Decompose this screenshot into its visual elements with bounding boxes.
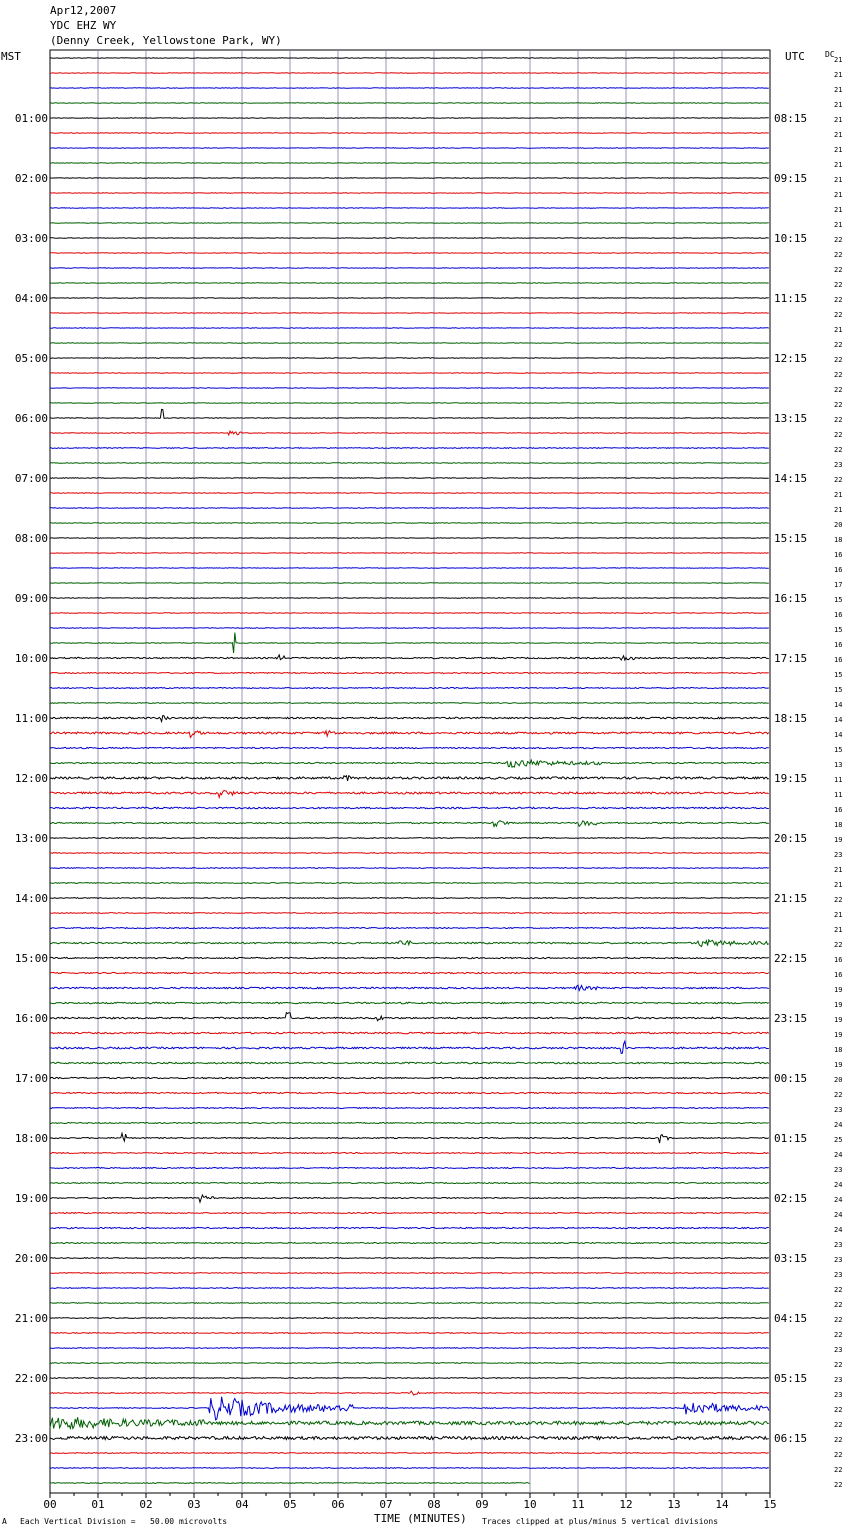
trace-83 bbox=[50, 1303, 769, 1304]
trace-92 bbox=[50, 1437, 769, 1440]
header-station: YDC EHZ WY bbox=[50, 19, 117, 32]
left-hour-label: 09:00 bbox=[14, 592, 48, 605]
dc-offset-label: 18 bbox=[834, 536, 843, 544]
trace-34 bbox=[50, 568, 769, 569]
x-tick-label: 05 bbox=[283, 1498, 297, 1511]
dc-offset-label: 22 bbox=[834, 356, 843, 364]
dc-offset-label: 19 bbox=[834, 1031, 843, 1039]
dc-offset-label: 24 bbox=[834, 1226, 843, 1234]
trace-49 bbox=[50, 791, 769, 798]
dc-offset-label: 21 bbox=[834, 86, 843, 94]
right-hour-label: 10:15 bbox=[774, 232, 808, 245]
left-timezone-label: MST bbox=[1, 50, 21, 63]
x-tick-label: 09 bbox=[475, 1498, 489, 1511]
dc-offset-label: 22 bbox=[834, 311, 843, 319]
trace-42 bbox=[50, 688, 769, 689]
trace-91 bbox=[50, 1417, 769, 1428]
header-location: (Denny Creek, Yellowstone Park, WY) bbox=[50, 34, 282, 47]
left-hour-label: 17:00 bbox=[14, 1072, 48, 1085]
dc-offset-label: 20 bbox=[834, 1076, 843, 1084]
dc-offset-label: 22 bbox=[834, 1421, 843, 1429]
trace-56 bbox=[50, 898, 769, 899]
dc-offset-label: 19 bbox=[834, 1061, 843, 1069]
x-tick-label: 12 bbox=[619, 1498, 633, 1511]
dc-offset-label: 18 bbox=[834, 821, 843, 829]
dc-offset-label: 23 bbox=[834, 1241, 843, 1249]
dc-offset-label: 22 bbox=[834, 401, 843, 409]
trace-47 bbox=[50, 760, 769, 767]
right-hour-label: 13:15 bbox=[774, 412, 808, 425]
dc-offset-label: 22 bbox=[834, 416, 843, 424]
dc-offset-label: 21 bbox=[834, 491, 843, 499]
left-hour-label: 14:00 bbox=[14, 892, 48, 905]
dc-offset-label: 22 bbox=[834, 386, 843, 394]
trace-3 bbox=[50, 103, 769, 104]
x-tick-label: 08 bbox=[427, 1498, 441, 1511]
trace-61 bbox=[50, 972, 769, 973]
trace-8 bbox=[50, 178, 769, 179]
dc-offset-label: 22 bbox=[834, 446, 843, 454]
dc-offset-label: 22 bbox=[834, 1361, 843, 1369]
dc-offset-label: 24 bbox=[834, 1196, 843, 1204]
right-timezone-label: UTC bbox=[785, 50, 805, 63]
dc-offset-label: 21 bbox=[834, 206, 843, 214]
trace-27 bbox=[50, 463, 769, 464]
trace-20 bbox=[50, 358, 769, 359]
dc-offset-label: 22 bbox=[834, 236, 843, 244]
dc-offset-label: 15 bbox=[834, 671, 843, 679]
dc-offset-label: 11 bbox=[834, 776, 843, 784]
right-hour-label: 00:15 bbox=[774, 1072, 808, 1085]
right-hour-label: 12:15 bbox=[774, 352, 808, 365]
x-tick-label: 15 bbox=[763, 1498, 777, 1511]
trace-28 bbox=[50, 478, 769, 479]
trace-84 bbox=[50, 1318, 769, 1319]
trace-57 bbox=[50, 913, 769, 914]
trace-13 bbox=[50, 253, 769, 254]
left-hour-label: 19:00 bbox=[14, 1192, 48, 1205]
trace-19 bbox=[50, 343, 769, 344]
dc-offset-label: 21 bbox=[834, 131, 843, 139]
trace-93 bbox=[50, 1453, 769, 1454]
trace-68 bbox=[50, 1077, 769, 1078]
dc-offset-label: 21 bbox=[834, 926, 843, 934]
trace-17 bbox=[50, 313, 769, 314]
trace-52 bbox=[50, 838, 769, 839]
dc-offset-label: 22 bbox=[834, 251, 843, 259]
trace-26 bbox=[50, 448, 769, 449]
dc-offset-label: 16 bbox=[834, 656, 843, 664]
x-axis-title: TIME (MINUTES) bbox=[374, 1512, 467, 1525]
dc-offset-label: 16 bbox=[834, 611, 843, 619]
dc-offset-label: 21 bbox=[834, 56, 843, 64]
trace-29 bbox=[50, 493, 769, 494]
trace-87 bbox=[50, 1363, 769, 1364]
trace-35 bbox=[50, 583, 769, 584]
trace-90 bbox=[50, 1397, 769, 1420]
trace-46 bbox=[50, 747, 769, 748]
trace-10 bbox=[50, 208, 769, 209]
dc-offset-label: 22 bbox=[834, 896, 843, 904]
trace-54 bbox=[50, 868, 769, 869]
trace-55 bbox=[50, 883, 769, 884]
trace-66 bbox=[50, 1041, 769, 1053]
left-hour-label: 13:00 bbox=[14, 832, 48, 845]
dc-offset-label: 14 bbox=[834, 731, 843, 739]
dc-offset-label: 22 bbox=[834, 266, 843, 274]
dc-offset-label: 22 bbox=[834, 1436, 843, 1444]
trace-53 bbox=[50, 853, 769, 854]
dc-offset-label: 22 bbox=[834, 296, 843, 304]
x-tick-label: 13 bbox=[667, 1498, 681, 1511]
dc-offset-label: 21 bbox=[834, 221, 843, 229]
trace-14 bbox=[50, 268, 769, 269]
trace-71 bbox=[50, 1123, 769, 1124]
dc-offset-label: 16 bbox=[834, 551, 843, 559]
trace-39 bbox=[50, 633, 769, 653]
left-hour-label: 15:00 bbox=[14, 952, 48, 965]
right-hour-label: 18:15 bbox=[774, 712, 808, 725]
left-hour-label: 02:00 bbox=[14, 172, 48, 185]
trace-70 bbox=[50, 1108, 769, 1109]
dc-offset-label: 16 bbox=[834, 641, 843, 649]
dc-offset-label: 21 bbox=[834, 176, 843, 184]
x-tick-label: 14 bbox=[715, 1498, 729, 1511]
left-hour-label: 18:00 bbox=[14, 1132, 48, 1145]
left-hour-label: 21:00 bbox=[14, 1312, 48, 1325]
dc-offset-label: 21 bbox=[834, 506, 843, 514]
dc-offset-label: 22 bbox=[834, 1286, 843, 1294]
dc-offset-label: 22 bbox=[834, 476, 843, 484]
dc-offset-label: 22 bbox=[834, 281, 843, 289]
footer-scale: Each Vertical Division = 50.00 microvolts bbox=[20, 1517, 228, 1526]
trace-74 bbox=[50, 1168, 769, 1169]
right-hour-label: 09:15 bbox=[774, 172, 808, 185]
left-hour-label: 12:00 bbox=[14, 772, 48, 785]
right-hour-label: 21:15 bbox=[774, 892, 808, 905]
trace-2 bbox=[50, 88, 769, 89]
dc-offset-label: 21 bbox=[834, 116, 843, 124]
trace-51 bbox=[50, 821, 769, 827]
trace-67 bbox=[50, 1062, 769, 1064]
dc-offset-label: 17 bbox=[834, 581, 843, 589]
trace-9 bbox=[50, 193, 769, 194]
trace-76 bbox=[50, 1195, 769, 1202]
x-tick-label: 07 bbox=[379, 1498, 393, 1511]
x-tick-label: 11 bbox=[571, 1498, 585, 1511]
trace-36 bbox=[50, 598, 769, 599]
left-hour-label: 03:00 bbox=[14, 232, 48, 245]
trace-15 bbox=[50, 283, 769, 284]
trace-79 bbox=[50, 1243, 769, 1244]
trace-4 bbox=[50, 118, 769, 119]
x-tick-label: 01 bbox=[91, 1498, 105, 1511]
trace-65 bbox=[50, 1032, 769, 1034]
trace-24 bbox=[50, 409, 769, 418]
trace-89 bbox=[50, 1391, 769, 1395]
trace-44 bbox=[50, 716, 769, 722]
dc-offset-label: 20 bbox=[834, 521, 843, 529]
footer-corner: A bbox=[2, 1517, 7, 1526]
left-hour-label: 07:00 bbox=[14, 472, 48, 485]
right-hour-label: 02:15 bbox=[774, 1192, 808, 1205]
dc-offset-label: 21 bbox=[834, 881, 843, 889]
trace-94 bbox=[50, 1468, 769, 1469]
dc-offset-label: 21 bbox=[834, 866, 843, 874]
dc-offset-label: 22 bbox=[834, 1466, 843, 1474]
trace-23 bbox=[50, 403, 769, 404]
dc-offset-label: 23 bbox=[834, 1391, 843, 1399]
trace-12 bbox=[50, 238, 769, 239]
trace-1 bbox=[50, 73, 769, 74]
dc-offset-label: 21 bbox=[834, 911, 843, 919]
dc-offset-label: 24 bbox=[834, 1151, 843, 1159]
dc-offset-label: 14 bbox=[834, 701, 843, 709]
left-hour-label: 04:00 bbox=[14, 292, 48, 305]
trace-77 bbox=[50, 1213, 769, 1214]
trace-81 bbox=[50, 1273, 769, 1274]
dc-offset-label: 21 bbox=[834, 326, 843, 334]
dc-offset-label: 21 bbox=[834, 191, 843, 199]
trace-22 bbox=[50, 388, 769, 389]
right-hour-label: 01:15 bbox=[774, 1132, 808, 1145]
dc-offset-label: 22 bbox=[834, 371, 843, 379]
dc-offset-label: 14 bbox=[834, 716, 843, 724]
left-hour-label: 11:00 bbox=[14, 712, 48, 725]
dc-offset-label: 22 bbox=[834, 1316, 843, 1324]
dc-offset-label: 21 bbox=[834, 161, 843, 169]
trace-45 bbox=[50, 731, 769, 738]
left-hour-label: 10:00 bbox=[14, 652, 48, 665]
dc-offset-label: 19 bbox=[834, 836, 843, 844]
footer-clip: Traces clipped at plus/minus 5 vertical divisions bbox=[482, 1517, 719, 1526]
dc-offset-label: 19 bbox=[834, 1001, 843, 1009]
dc-offset-label: 16 bbox=[834, 956, 843, 964]
right-hour-label: 23:15 bbox=[774, 1012, 808, 1025]
trace-38 bbox=[50, 628, 769, 629]
right-hour-label: 19:15 bbox=[774, 772, 808, 785]
dc-offset-label: 23 bbox=[834, 1106, 843, 1114]
dc-offset-label: 22 bbox=[834, 1301, 843, 1309]
trace-43 bbox=[50, 703, 769, 704]
left-hour-label: 01:00 bbox=[14, 112, 48, 125]
x-tick-label: 10 bbox=[523, 1498, 537, 1511]
right-hour-label: 03:15 bbox=[774, 1252, 808, 1265]
header-date: Apr12,2007 bbox=[50, 4, 117, 17]
dc-offset-label: 22 bbox=[834, 341, 843, 349]
dc-offset-label: 16 bbox=[834, 971, 843, 979]
trace-32 bbox=[50, 538, 769, 539]
dc-offset-label: 22 bbox=[834, 1481, 843, 1489]
trace-64 bbox=[50, 1013, 769, 1021]
dc-offset-label: 15 bbox=[834, 626, 843, 634]
dc-offset-label: 11 bbox=[834, 791, 843, 799]
trace-16 bbox=[50, 298, 769, 299]
dc-offset-label: 22 bbox=[834, 1331, 843, 1339]
trace-59 bbox=[50, 940, 769, 947]
trace-86 bbox=[50, 1348, 769, 1349]
dc-offset-label: 22 bbox=[834, 1451, 843, 1459]
dc-offset-label: 21 bbox=[834, 101, 843, 109]
dc-offset-label: 19 bbox=[834, 986, 843, 994]
x-tick-label: 03 bbox=[187, 1498, 201, 1511]
trace-60 bbox=[50, 957, 769, 958]
dc-offset-label: 23 bbox=[834, 851, 843, 859]
dc-offset-label: 24 bbox=[834, 1181, 843, 1189]
trace-25 bbox=[50, 431, 769, 435]
trace-7 bbox=[50, 163, 769, 164]
dc-offset-label: 19 bbox=[834, 1016, 843, 1024]
trace-5 bbox=[50, 133, 769, 134]
trace-0 bbox=[50, 58, 769, 59]
trace-80 bbox=[50, 1258, 769, 1259]
trace-18 bbox=[50, 328, 769, 329]
left-hour-label: 08:00 bbox=[14, 532, 48, 545]
dc-offset-label: 13 bbox=[834, 761, 843, 769]
trace-6 bbox=[50, 148, 769, 149]
trace-62 bbox=[50, 985, 769, 990]
trace-75 bbox=[50, 1183, 769, 1184]
trace-82 bbox=[50, 1288, 769, 1289]
dc-offset-label: 21 bbox=[834, 71, 843, 79]
trace-33 bbox=[50, 553, 769, 554]
right-hour-label: 15:15 bbox=[774, 532, 808, 545]
right-hour-label: 14:15 bbox=[774, 472, 808, 485]
trace-30 bbox=[50, 508, 769, 509]
dc-offset-label: 23 bbox=[834, 1166, 843, 1174]
dc-offset-label: 16 bbox=[834, 806, 843, 814]
dc-offset-label: 23 bbox=[834, 1271, 843, 1279]
x-tick-label: 00 bbox=[43, 1498, 57, 1511]
trace-73 bbox=[50, 1153, 769, 1154]
trace-37 bbox=[50, 613, 769, 614]
dc-offset-label: 15 bbox=[834, 596, 843, 604]
dc-offset-label: 23 bbox=[834, 461, 843, 469]
dc-offset-label: 25 bbox=[834, 1136, 843, 1144]
trace-11 bbox=[50, 223, 769, 224]
left-hour-label: 06:00 bbox=[14, 412, 48, 425]
trace-41 bbox=[50, 673, 769, 674]
dc-offset-label: 21 bbox=[834, 146, 843, 154]
dc-offset-label: 22 bbox=[834, 941, 843, 949]
dc-offset-label: 22 bbox=[834, 1406, 843, 1414]
right-hour-label: 05:15 bbox=[774, 1372, 808, 1385]
trace-31 bbox=[50, 523, 769, 524]
x-tick-label: 02 bbox=[139, 1498, 153, 1511]
right-hour-label: 20:15 bbox=[774, 832, 808, 845]
dc-offset-label: 24 bbox=[834, 1121, 843, 1129]
dc-offset-label: 15 bbox=[834, 686, 843, 694]
dc-offset-label: 23 bbox=[834, 1376, 843, 1384]
trace-63 bbox=[50, 1002, 769, 1004]
x-tick-label: 06 bbox=[331, 1498, 345, 1511]
right-hour-label: 22:15 bbox=[774, 952, 808, 965]
dc-offset-label: 15 bbox=[834, 746, 843, 754]
left-hour-label: 20:00 bbox=[14, 1252, 48, 1265]
dc-offset-label: 16 bbox=[834, 566, 843, 574]
right-hour-label: 04:15 bbox=[774, 1312, 808, 1325]
right-hour-label: 17:15 bbox=[774, 652, 808, 665]
trace-69 bbox=[50, 1092, 769, 1093]
trace-88 bbox=[50, 1378, 769, 1379]
trace-48 bbox=[50, 776, 769, 781]
trace-58 bbox=[50, 928, 769, 929]
left-hour-label: 22:00 bbox=[14, 1372, 48, 1385]
dc-offset-label: 22 bbox=[834, 431, 843, 439]
trace-50 bbox=[50, 807, 769, 809]
right-hour-label: 11:15 bbox=[774, 292, 808, 305]
trace-21 bbox=[50, 373, 769, 374]
trace-85 bbox=[50, 1333, 769, 1334]
right-hour-label: 16:15 bbox=[774, 592, 808, 605]
dc-offset-label: 24 bbox=[834, 1211, 843, 1219]
plot-frame bbox=[50, 50, 770, 1493]
left-hour-label: 23:00 bbox=[14, 1432, 48, 1445]
trace-78 bbox=[50, 1227, 769, 1228]
dc-offset-label: 18 bbox=[834, 1046, 843, 1054]
trace-40 bbox=[50, 655, 769, 660]
left-hour-label: 16:00 bbox=[14, 1012, 48, 1025]
trace-72 bbox=[50, 1133, 769, 1143]
x-tick-label: 04 bbox=[235, 1498, 249, 1511]
right-hour-label: 08:15 bbox=[774, 112, 808, 125]
dc-offset-label: 22 bbox=[834, 1091, 843, 1099]
dc-label: DC bbox=[825, 50, 835, 59]
dc-offset-label: 23 bbox=[834, 1346, 843, 1354]
dc-offset-label: 23 bbox=[834, 1256, 843, 1264]
right-hour-label: 06:15 bbox=[774, 1432, 808, 1445]
left-hour-label: 05:00 bbox=[14, 352, 48, 365]
